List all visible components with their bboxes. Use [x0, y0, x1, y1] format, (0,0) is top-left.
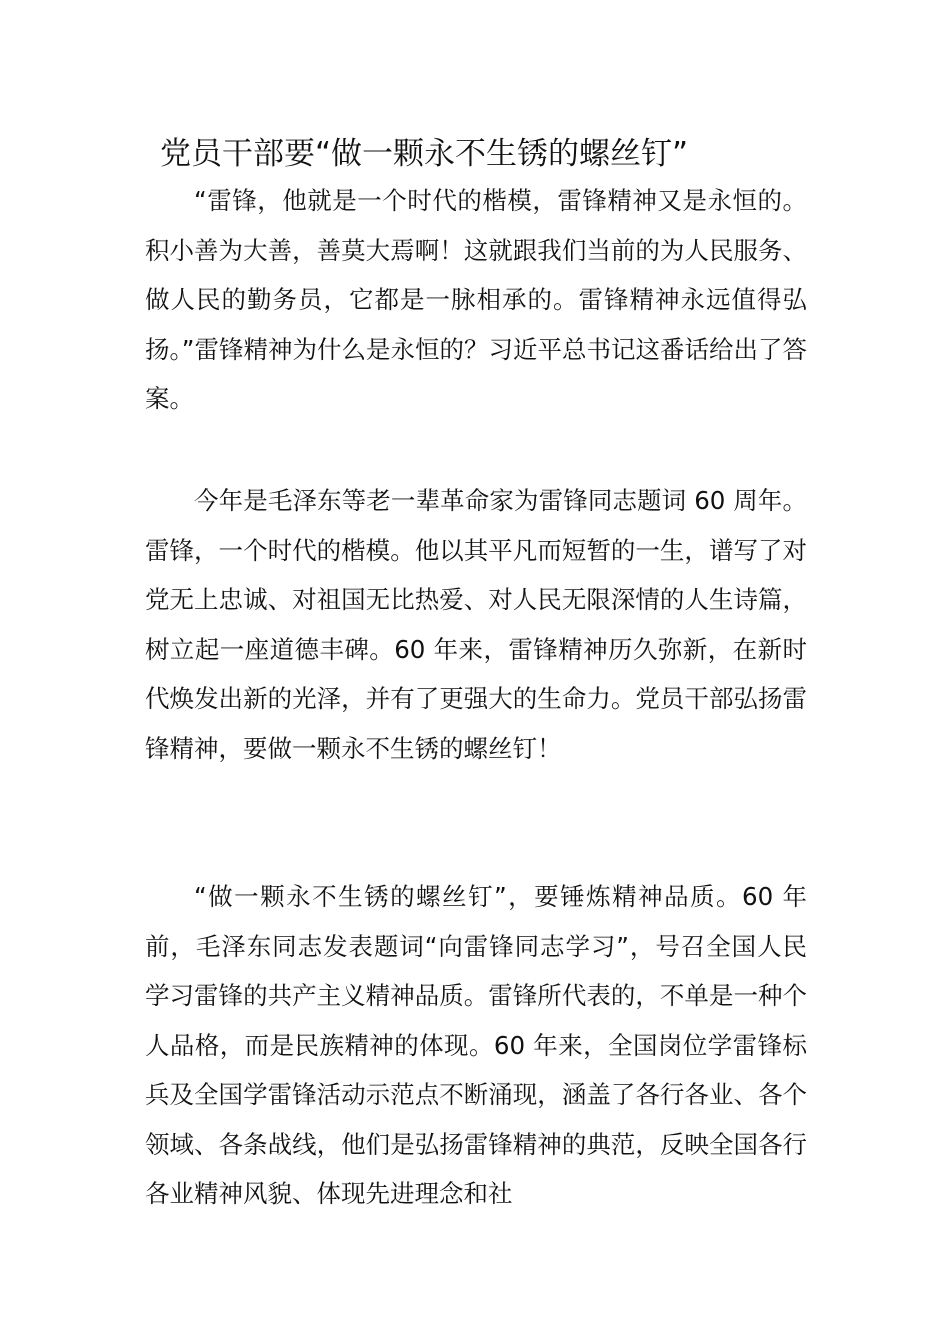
paragraph-2: 今年是毛泽东等老一辈革命家为雷锋同志题词 60 周年。雷锋，一个时代的楷模。他以其平凡而短暂的一生，谱写了对党无上忠诚、对祖国无比热爱、对人民无限深情的人生诗篇，树立起一座道德丰碑。60 年来，雷锋精神历久弥新，在新时代焕发出新的光泽，并有了更强大的生命力。党员干部弘扬雷锋精神，要做一颗永不生锈的螺丝钉！ — [145, 486, 807, 763]
paragraph-1: “雷锋，他就是一个时代的楷模，雷锋精神又是永恒的。积小善为大善，善莫大焉啊！这就跟我们当前的为人民服务、做人民的勤务员，它都是一脉相承的。雷锋精神永远值得弘扬。”雷锋精神为什么是永恒的？习近平总书记这番话给出了答案。 — [145, 186, 807, 413]
paragraph-3: “做一颗永不生锈的螺丝钉”，要锤炼精神品质。60 年前，毛泽东同志发表题词“向雷锋同志学习”，号召全国人民学习雷锋的共产主义精神品质。雷锋所代表的，不单是一种个人品格，而是民族精神的体现。60 年来，全国岗位学雷锋标兵及全国学雷锋活动示范点不断涌现，涵盖了各行各业、各个领域、各条战线，他们是弘扬雷锋精神的典范，反映全国各行各业精神风貌、体现先进理念和社 — [145, 882, 807, 1208]
document-title: 党员干部要“做一颗永不生锈的螺丝钉” — [160, 136, 689, 172]
